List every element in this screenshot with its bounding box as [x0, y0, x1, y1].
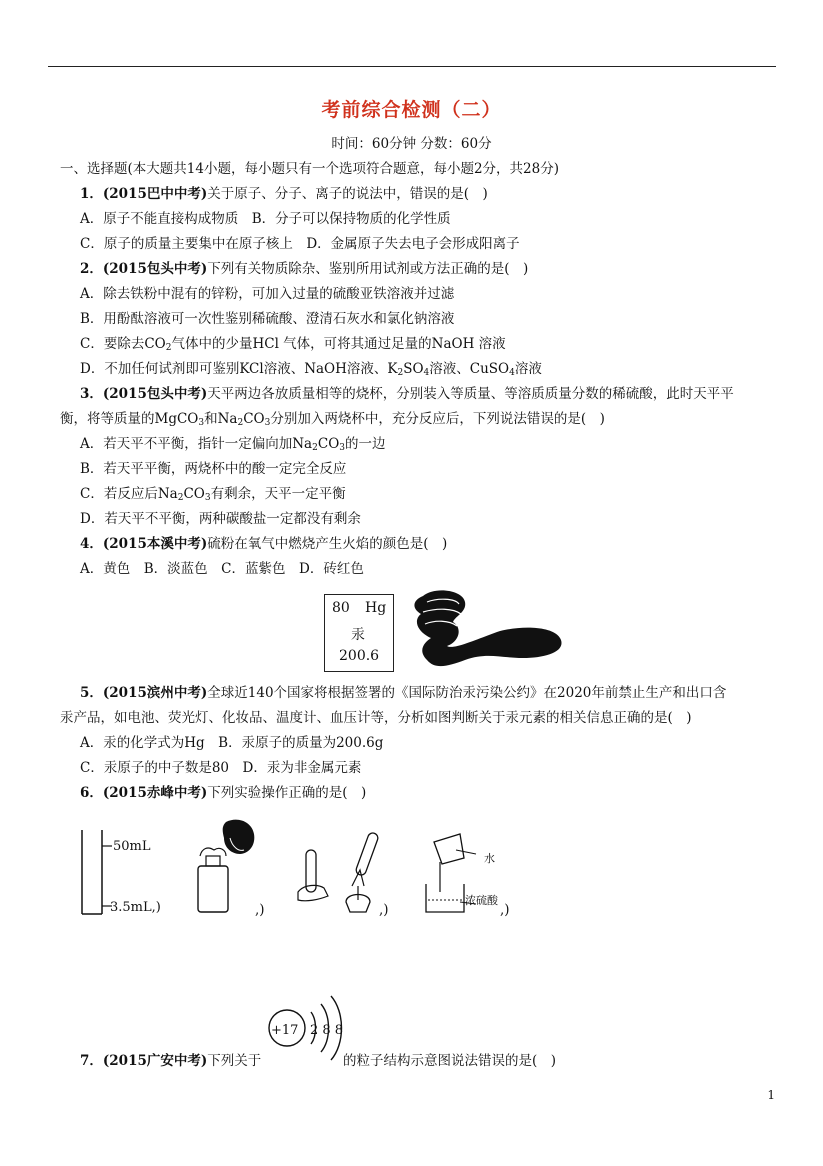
- q5-options-cd: C．汞原子的中子数是80 D．汞为非金属元素: [80, 760, 362, 776]
- question-stem: 硫粉在氧气中燃烧产生火焰的颜色是( ): [207, 536, 448, 552]
- question-source: (2015包头中考): [102, 386, 208, 402]
- q3-stem-continued: 衡，将等质量的MgCO$_3$和$Na_2CO_3$分别加入两烧杯中，充分反应后，下列说法错误的是( ): [60, 411, 605, 428]
- question-source: (2015滨州中考): [102, 685, 208, 701]
- question-stem: 下列有关物质除杂、鉴别所用试剂或方法正确的是( ): [207, 261, 529, 277]
- question-7-stem-post: 的粒子结构示意图说法错误的是( ): [343, 1053, 557, 1069]
- q3-option-a: A．若天平不平衡，指针一定偏向加$Na_2CO_3$的一边: [80, 436, 386, 453]
- q2-option-b: B．用酚酞溶液可一次性鉴别稀硫酸、澄清石灰水和氯化钠溶液: [80, 311, 455, 327]
- question-source: (2015包头中考): [102, 261, 208, 277]
- q1-options-cd: C．原子的质量主要集中在原子核上 D．金属原子失去电子会形成阳离子: [80, 236, 520, 252]
- fig-d-punct: ,): [500, 902, 510, 918]
- question-1: [80, 185, 488, 203]
- atomic-number: 80: [332, 600, 350, 616]
- mercury-drop-image: [405, 588, 570, 674]
- fig-b-punct: ,): [255, 902, 265, 918]
- electron-shells: 2 8 8: [310, 1023, 344, 1038]
- q5-options-ab: A．汞的化学式为Hg B．汞原子的质量为200.6g: [80, 735, 384, 751]
- question-source: (2015广安中考): [102, 1053, 208, 1069]
- question-source: (2015巴中中考): [102, 186, 208, 202]
- question-number: 6．: [80, 785, 103, 801]
- question-stem: 全球近140个国家将根据签署的《国际防治汞污染公约》在2020年前禁止生产和出口含: [207, 685, 727, 701]
- question-3: [80, 385, 734, 403]
- question-stem: 关于原子、分子、离子的说法中，错误的是( ): [207, 186, 488, 202]
- q4-options: A．黄色 B．淡蓝色 C．蓝紫色 D．砖红色: [80, 561, 364, 577]
- section-heading: 一、选择题(本大题共14小题，每小题只有一个选项符合题意，每小题2分，共28分): [60, 161, 559, 177]
- atomic-mass: 200.6: [339, 648, 380, 664]
- smelling-gas-figure: [186, 816, 260, 916]
- question-number: 2．: [80, 261, 103, 277]
- question-number: 7．: [80, 1053, 103, 1069]
- question-5: [80, 684, 726, 702]
- heating-test-tube-figure: [294, 830, 390, 920]
- header-rule: [48, 66, 776, 67]
- question-7: [80, 1052, 261, 1070]
- q2-option-c: C．要除去$CO_2$气体中的少量HCl 气体，可将其通过足量的NaOH 溶液: [80, 336, 506, 353]
- page-number: 1: [767, 1088, 775, 1102]
- exam-meta: 时间：60分钟 分数：60分: [331, 136, 492, 152]
- cylinder-label-top: 50mL: [113, 839, 151, 854]
- nucleus-charge: +17: [271, 1023, 299, 1038]
- cylinder-label-bottom: 3.5mL,): [110, 900, 161, 915]
- page-title: 考前综合检测（二）: [321, 99, 502, 121]
- question-4: [80, 535, 447, 553]
- question-source: (2015本溪中考): [102, 536, 208, 552]
- q2-option-a: A．除去铁粉中混有的锌粉，可加入过量的硫酸亚铁溶液并过滤: [80, 286, 455, 302]
- question-number: 1．: [80, 186, 103, 202]
- q3-option-c: C．若反应后$Na_2CO_3$有剩余，天平一定平衡: [80, 486, 346, 503]
- q3-option-d: D．若天平不平衡，两种碳酸盐一定都没有剩余: [80, 511, 361, 527]
- question-6: [80, 784, 366, 802]
- element-symbol: Hg: [365, 600, 387, 616]
- fig-d-label-water: 水: [484, 852, 495, 865]
- periodic-element-card: [324, 594, 394, 672]
- question-stem-pre: 下列关于: [207, 1053, 262, 1069]
- element-name: 汞: [351, 627, 365, 643]
- question-number: 5．: [80, 685, 103, 701]
- q1-options-ab: A．原子不能直接构成物质 B．分子可以保持物质的化学性质: [80, 211, 451, 227]
- fig-c-punct: ,): [379, 902, 389, 918]
- q2-option-d: D．不加任何试剂即可鉴别KCl溶液、NaOH溶液、$K_2SO_4$溶液、CuSO$_4$溶液: [80, 361, 542, 378]
- fig-d-label-acid: 浓硫酸: [465, 894, 498, 907]
- q3-option-b: B．若天平平衡，两烧杯中的酸一定完全反应: [80, 461, 347, 477]
- question-stem: 天平两边各放质量相等的烧杯，分别装入等质量、等溶质质量分数的稀硫酸，此时天平平: [207, 386, 734, 402]
- question-source: (2015赤峰中考): [102, 785, 208, 801]
- q5-stem-continued: 汞产品，如电池、荧光灯、化妆品、温度计、血压计等，分析如图判断关于汞元素的相关信息正确的是( ): [60, 710, 692, 726]
- question-number: 3．: [80, 386, 103, 402]
- question-stem: 下列实验操作正确的是( ): [207, 785, 367, 801]
- question-number: 4．: [80, 536, 103, 552]
- question-2: [80, 260, 528, 278]
